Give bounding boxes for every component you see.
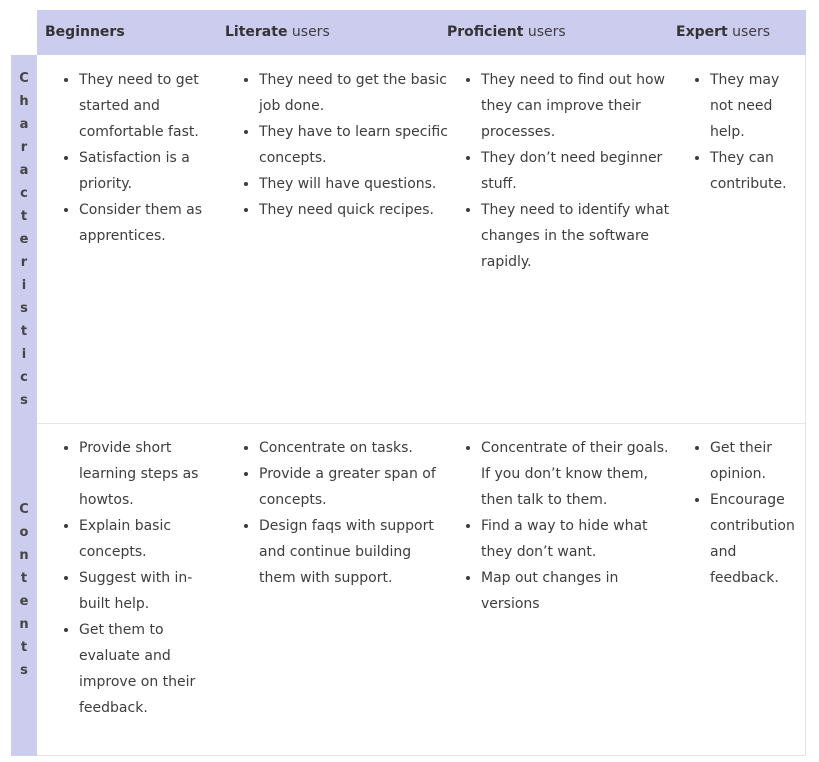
table-corner [11, 10, 37, 55]
cell-contents-literate [239, 435, 449, 591]
list-item: • They need quick recipes. [259, 197, 449, 223]
row-label-letter: a [19, 162, 29, 178]
row-label-letter: i [21, 346, 27, 362]
row-label-letter: a [19, 116, 29, 132]
list-item: • They will have questions. [259, 171, 449, 197]
user-levels-table [11, 10, 806, 756]
list-item: • They have to learn specific concepts. [259, 119, 449, 171]
list-item: • Get them to evaluate and improve on their feedback. [79, 617, 219, 721]
header-expert-users: Expert users [676, 24, 770, 40]
row-label-characteristics [11, 55, 37, 423]
list-item: • Explain basic concepts. [79, 513, 219, 565]
list-item: • Provide short learning steps as howtos. [79, 435, 219, 513]
row-label-letter: e [19, 231, 29, 247]
row-label-letter: n [19, 547, 29, 563]
row-label-letter: s [20, 392, 28, 408]
row-label-letter: t [20, 323, 28, 339]
row-label-letter: s [20, 662, 28, 678]
header-proficient-users: Proficient users [447, 24, 566, 40]
table-header-row [37, 10, 806, 55]
row-label-letter: t [20, 570, 28, 586]
list-item: • Concentrate of their goals. If you don’t know them, then talk to them. [481, 435, 676, 513]
list-item: • They need to get started and comfortable fast. [79, 67, 219, 145]
list-item: • Provide a greater span of concepts. [259, 461, 449, 513]
row-label-letter: n [19, 616, 29, 632]
cell-contents-proficient [461, 435, 676, 617]
row-label-letter: r [20, 254, 28, 270]
list-item: • Find a way to hide what they don’t want. [481, 513, 676, 565]
row-label-letter: t [20, 639, 28, 655]
cell-characteristics-expert [690, 67, 800, 197]
row-label-letter: e [19, 593, 29, 609]
row-label-letter: h [19, 93, 29, 109]
row-label-letter: C [19, 501, 29, 517]
row-label-letter: r [20, 139, 28, 155]
row-divider [37, 423, 806, 424]
cell-characteristics-beginners [59, 67, 219, 249]
row-label-letter: c [20, 369, 28, 385]
list-item: • Encourage contribution and feedback. [710, 487, 800, 591]
list-item: • Suggest with in-built help. [79, 565, 219, 617]
cell-contents-expert [690, 435, 800, 591]
list-item: • They don’t need beginner stuff. [481, 145, 676, 197]
cell-characteristics-literate [239, 67, 449, 223]
list-item: • Satisfaction is a priority. [79, 145, 219, 197]
list-item: • They need to identify what changes in the software rapidly. [481, 197, 676, 275]
list-item: • Map out changes in versions [481, 565, 676, 617]
row-label-letter: o [19, 524, 29, 540]
row-label-letter: C [19, 70, 29, 86]
list-item: • They may not need help. [710, 67, 800, 145]
list-item: • They can contribute. [710, 145, 800, 197]
list-item: • Get their opinion. [710, 435, 800, 487]
cell-characteristics-proficient [461, 67, 676, 275]
row-label-letter: i [21, 277, 27, 293]
row-label-letter: c [20, 185, 28, 201]
header-beginners: Beginners [45, 24, 125, 40]
list-item: • Concentrate on tasks. [259, 435, 449, 461]
row-label-letter: t [20, 208, 28, 224]
list-item: • They need to get the basic job done. [259, 67, 449, 119]
list-item: • They need to find out how they can improve their processes. [481, 67, 676, 145]
row-label-letter: s [20, 300, 28, 316]
list-item: • Consider them as apprentices. [79, 197, 219, 249]
cell-contents-beginners [59, 435, 219, 721]
list-item: • Design faqs with support and continue building them with support. [259, 513, 449, 591]
row-label-contents [11, 423, 37, 756]
header-literate-users: Literate users [225, 24, 330, 40]
